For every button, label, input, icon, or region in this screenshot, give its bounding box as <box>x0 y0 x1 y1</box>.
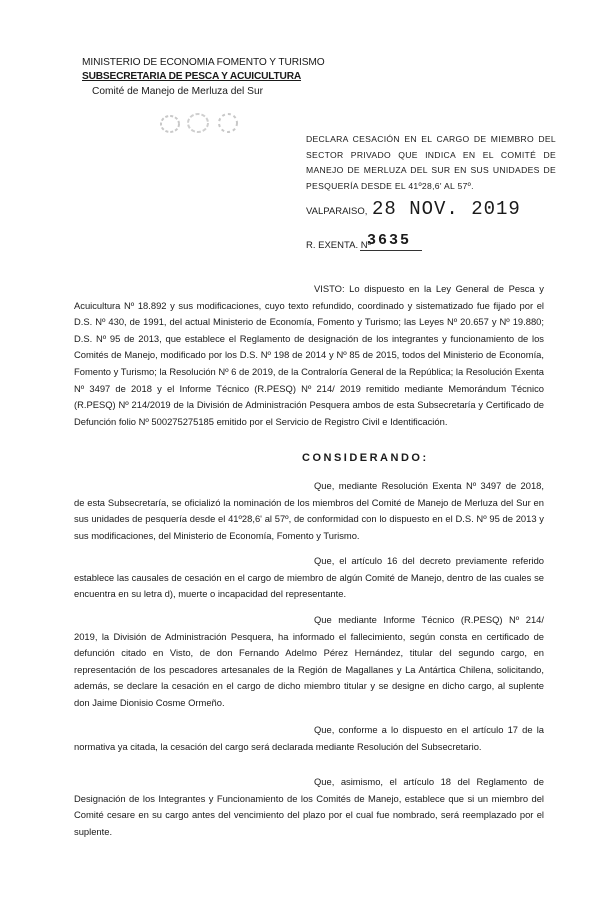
declaration-summary: DECLARA CESACIÓN EN EL CARGO DE MIEMBRO DEL SECTOR PRIVADO QUE INDICA EN EL COMITÉ DE MANEJO DE MERLUZA DEL SUR EN SUS UNIDADES DE PESQUERÍA DESDE EL 41º28,6' AL 57º. <box>306 134 556 191</box>
considerando-paragraph: Que, mediante Resolución Exenta Nº 3497 de 2018, de esta Subsecretaría, se oficializó la nominación de los miembros del Comité de Manejo de Merluza del Sur en sus unidades de pesquería desde el 41º28,6' al 57º, de conformidad con lo dispuesto en el D.S. Nº 95 de 2013 y sus modificaciones, del Ministerio de Economía, Fomento y Turismo. <box>74 480 544 541</box>
visto-section <box>74 281 544 430</box>
exenta-number: 3635 <box>367 232 412 249</box>
exenta-underline <box>360 250 422 251</box>
considerando-item <box>74 478 544 544</box>
considerando-paragraph: Que mediante Informe Técnico (R.PESQ) Nº 214/ 2019, la División de Administración Pesquera, ha informado el fallecimiento, según consta en certificado de defunción citado en Visto, de don Fernando Adelmo Pérez Hernández, titular del segundo cargo, en representación de los pescadores artesanales de la Región de Magallanes y La Antártica Chilena, solicitando, además, se declare la cesación en el cargo de dicho miembro titular y se designe en dicho cargo, al suplente don Jaime Dionisio Cosme Ormeño. <box>74 614 544 708</box>
considerando-paragraph: Que, conforme a lo dispuesto en el artículo 17 de la normativa ya citada, la cesación del cargo será declarada mediante Resolución del Subsecretario. <box>74 724 544 752</box>
considerando-item <box>74 553 544 603</box>
considerando-paragraph: Que, asimismo, el artículo 18 del Reglamento de Designación de los Integrantes y Funcionamiento de los Comités de Manejo, establece que si un miembro del Comité cesare en su cargo antes del vencimiento del plazo por el cual fue nombrado, será reemplazado por el suplente. <box>74 776 544 837</box>
visto-paragraph: VISTO: Lo dispuesto en la Ley General de Pesca y Acuicultura Nº 18.892 y sus modificaciones, cuyo texto refundido, coordinado y sistematizado fue fijado por el D.S. Nº 430, de 1991, del actual Ministerio de Economía, Fomento y Turismo; las Leyes Nº 20.657 y Nº 19.880; D.S. Nº 95 de 2013, que establece el Reglamento de designación de los integrantes y funcionamiento de los Comités de Manejo, modificado por los D.S. Nº 198 de 2014 y Nº 85 de 2015, todos del Ministerio de Economía, Fomento y Turismo; la Resolución Nº 6 de 2019, de la Contraloría General de la República; la Resolución Exenta Nº 3497 de 2018 y el Informe Técnico (R.PESQ) Nº 214/ 2019 remitido mediante Memorándum Técnico (R.PESQ) Nº 214/2019 de la División de Administración Pesquera ambos de esta Subsecretaría y Certificado de Defunción folio Nº 500275275185 emitido por el Servicio de Registro Civil e Identificación. <box>74 283 544 427</box>
undersecretariat-heading: SUBSECRETARIA DE PESCA Y ACUICULTURA <box>82 71 302 82</box>
considerando-item <box>74 722 544 755</box>
faded-stamp <box>150 108 250 138</box>
considerando-item <box>74 612 544 712</box>
exenta-label: R. EXENTA. Nº <box>306 240 372 251</box>
committee-heading: Comité de Manejo de Merluza del Sur <box>92 86 264 97</box>
place-label: VALPARAISO, <box>306 206 368 217</box>
ministry-heading: MINISTERIO DE ECONOMIA FOMENTO Y TURISMO <box>82 57 325 68</box>
considerando-item <box>74 774 544 840</box>
considerando-heading: CONSIDERANDO: <box>302 452 429 464</box>
resolution-date: 28 NOV. 2019 <box>372 198 521 220</box>
considerando-paragraph: Que, el artículo 16 del decreto previamente referido establece las causales de cesación en el cargo de miembro de algún Comité de Manejo, dentro de las cuales se encuentra en su letra d), muerte o incapacidad del representante. <box>74 555 544 600</box>
